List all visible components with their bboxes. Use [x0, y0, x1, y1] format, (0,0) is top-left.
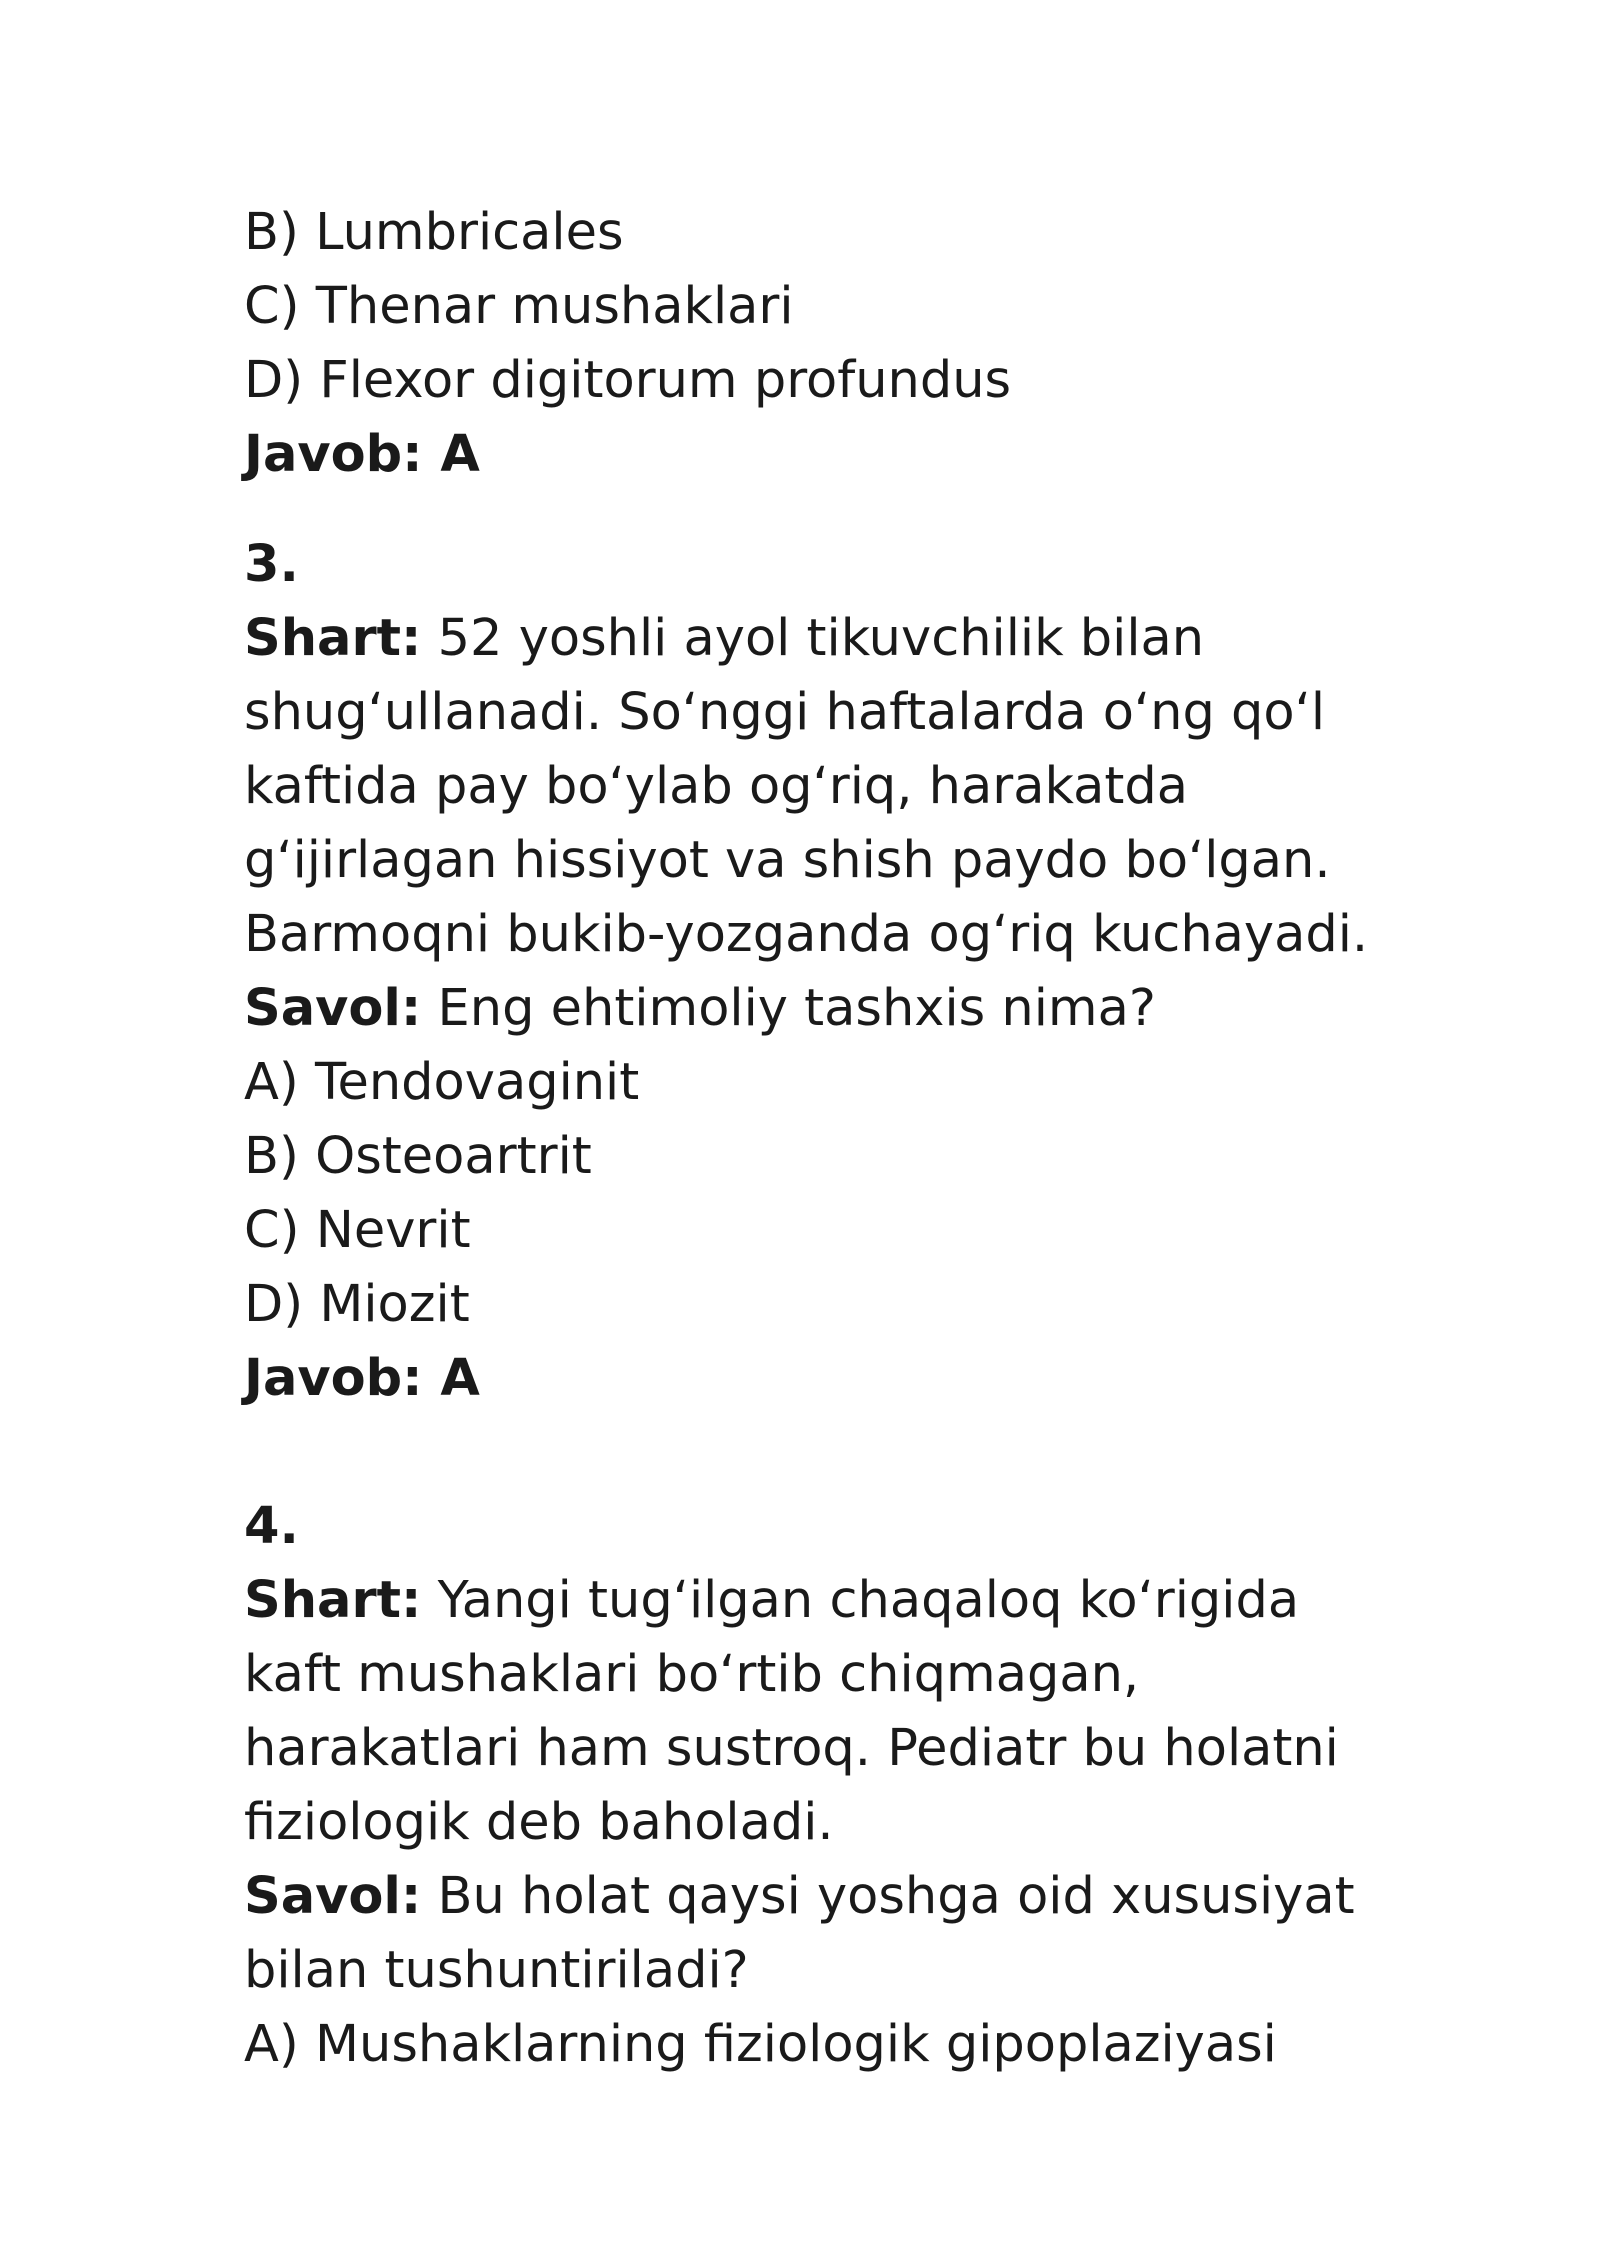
- savol-text: Bu holat qaysi yoshga oid xususiyat: [421, 1867, 1355, 1926]
- shart-label: Shart:: [244, 1571, 422, 1630]
- question-number: 3.: [244, 535, 299, 594]
- shart-line-3: harakatlari ham sustroq. Pediatr bu holatni: [244, 1719, 1339, 1778]
- question-4: [244, 1490, 1424, 2082]
- shart-line-1: [244, 1564, 1424, 1638]
- shart-text: Yangi tug‘ilgan chaqaloq ko‘rigida: [421, 1571, 1300, 1630]
- savol-label: Savol:: [244, 979, 422, 1038]
- shart-line-2: kaft mushaklari bo‘rtib chiqmagan,: [244, 1645, 1140, 1704]
- shart-label: Shart:: [244, 609, 422, 668]
- savol-line-2: bilan tushuntiriladi?: [244, 1941, 749, 2000]
- shart-line-5: Barmoqni bukib-yozganda og‘riq kuchayadi.: [244, 905, 1369, 964]
- question-3: [244, 528, 1424, 1416]
- question-2-tail: [244, 196, 1424, 492]
- shart-line-1: [244, 602, 1424, 676]
- shart-line-2: shug‘ullanadi. So‘nggi haftalarda o‘ng qo‘l: [244, 683, 1325, 742]
- answer-line: Javob: A: [244, 425, 480, 484]
- spacer: [244, 1416, 1424, 1490]
- answer-line: Javob: A: [244, 1349, 480, 1408]
- shart-text: 52 yoshli ayol tikuvchilik bilan: [421, 609, 1205, 668]
- option-c: C) Nevrit: [244, 1201, 471, 1260]
- question-number: 4.: [244, 1497, 299, 1556]
- savol-text: Eng ehtimoliy tashxis nima?: [421, 979, 1156, 1038]
- document-page: [244, 196, 1424, 2082]
- shart-line-3: kaftida pay bo‘ylab og‘riq, harakatda: [244, 757, 1188, 816]
- option-d: D) Flexor digitorum profundus: [244, 351, 1012, 410]
- shart-line-4: g‘ijirlagan hissiyot va shish paydo bo‘lgan.: [244, 831, 1331, 890]
- option-a: A) Tendovaginit: [244, 1053, 640, 1112]
- option-b: B) Lumbricales: [244, 203, 624, 262]
- savol-label: Savol:: [244, 1867, 422, 1926]
- option-b: B) Osteoartrit: [244, 1127, 592, 1186]
- option-a: A) Mushaklarning fiziologik gipoplaziyasi: [244, 2015, 1277, 2074]
- spacer: [244, 492, 1424, 528]
- savol-line-1: [244, 1860, 1424, 1934]
- shart-line-4: fiziologik deb baholadi.: [244, 1793, 834, 1852]
- option-d: D) Miozit: [244, 1275, 470, 1334]
- savol-line-1: [244, 972, 1424, 1046]
- option-c: C) Thenar mushaklari: [244, 277, 794, 336]
